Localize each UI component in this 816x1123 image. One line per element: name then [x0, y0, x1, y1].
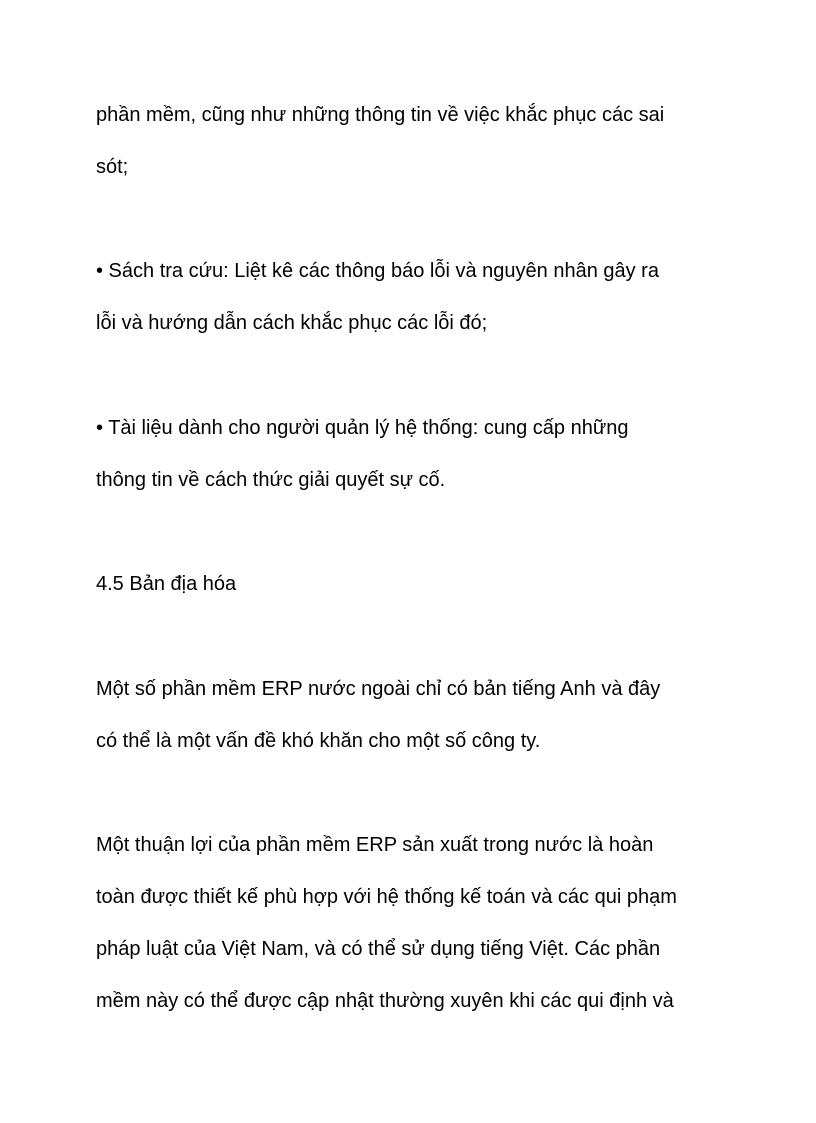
paragraph-line: toàn được thiết kế phù hợp với hệ thống kế toán và các qui phạm [96, 886, 677, 908]
section-heading: 4.5 Bản địa hóa [96, 573, 237, 595]
paragraph-line: thông tin về cách thức giải quyết sự cố. [96, 469, 446, 491]
paragraph-line: sót; [96, 156, 129, 178]
paragraph-line: mềm này có thể được cập nhật thường xuyên khi các qui định và [96, 990, 674, 1012]
paragraph-line: có thể là một vấn đề khó khăn cho một số công ty. [96, 730, 541, 752]
paragraph-line: Một thuận lợi của phần mềm ERP sản xuất trong nước là hoàn [96, 834, 654, 856]
paragraph-line: phần mềm, cũng như những thông tin về việc khắc phục các sai [96, 104, 665, 126]
bullet-line: • Sách tra cứu: Liệt kê các thông báo lỗi và nguyên nhân gây ra [96, 260, 659, 282]
bullet-line: • Tài liệu dành cho người quản lý hệ thống: cung cấp những [96, 417, 629, 439]
paragraph-line: lỗi và hướng dẫn cách khắc phục các lỗi đó; [96, 312, 488, 334]
paragraph-line: Một số phần mềm ERP nước ngoài chỉ có bản tiếng Anh và đây [96, 678, 661, 700]
paragraph-line: pháp luật của Việt Nam, và có thể sử dụng tiếng Việt. Các phần [96, 938, 661, 960]
